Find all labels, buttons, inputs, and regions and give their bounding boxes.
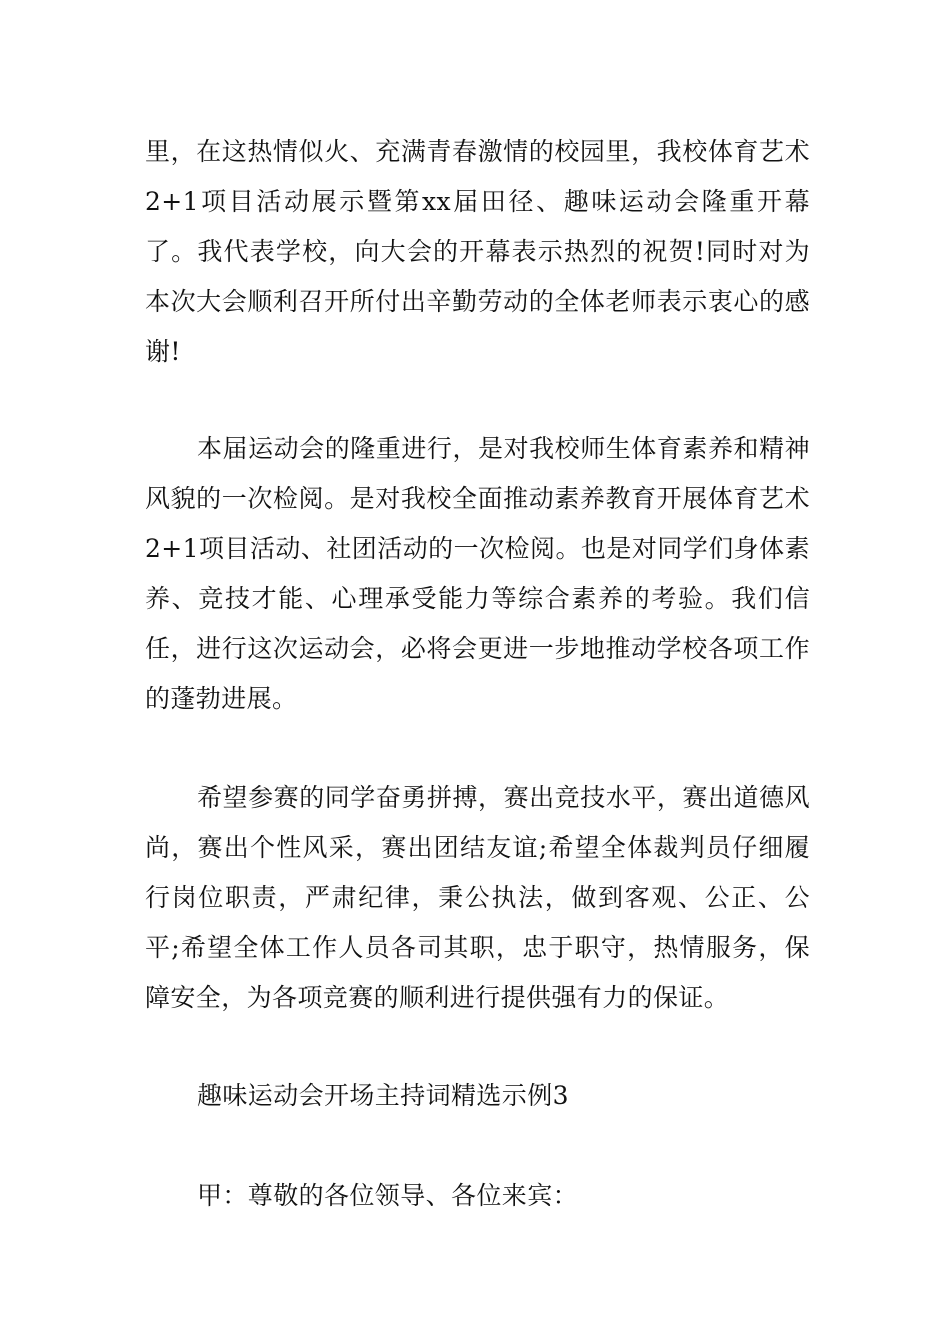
paragraph-host-greeting: 甲：尊敬的各位领导、各位来宾： [197, 1181, 579, 1210]
paragraph-opening-continuation: 里，在这热情似火、充满青春激情的校园里，我校体育艺术2+1项目活动展示暨第xx届田径、趣味运动会隆重开幕了。我代表学校，向大会的开幕表示热烈的祝贺!同时对为本次大会顺利召开所付出辛勤劳动的全体老师表示衷心的感谢! [145, 137, 810, 366]
paragraph-review: 本届运动会的隆重进行，是对我校师生体育素养和精神风貌的一次检阅。是对我校全面推动素养教育开展体育艺术2+1项目活动、社团活动的一次检阅。也是对同学们身体素养、竞技才能、心理承受能力等综合素养的考验。我们信任，进行这次运动会，必将会更进一步地推动学校各项工作的蓬勃进展。 [145, 434, 810, 713]
section-heading: 趣味运动会开场主持词精选示例3 [197, 1081, 569, 1110]
paragraph-hopes: 希望参赛的同学奋勇拼搏，赛出竞技水平，赛出道德风尚，赛出个性风采，赛出团结友谊;希望全体裁判员仔细履行岗位职责，严肃纪律，秉公执法，做到客观、公正、公平;希望全体工作人员各司其职，忠于职守，热情服务，保障安全，为各项竞赛的顺利进行提供强有力的保证。 [145, 783, 810, 1012]
